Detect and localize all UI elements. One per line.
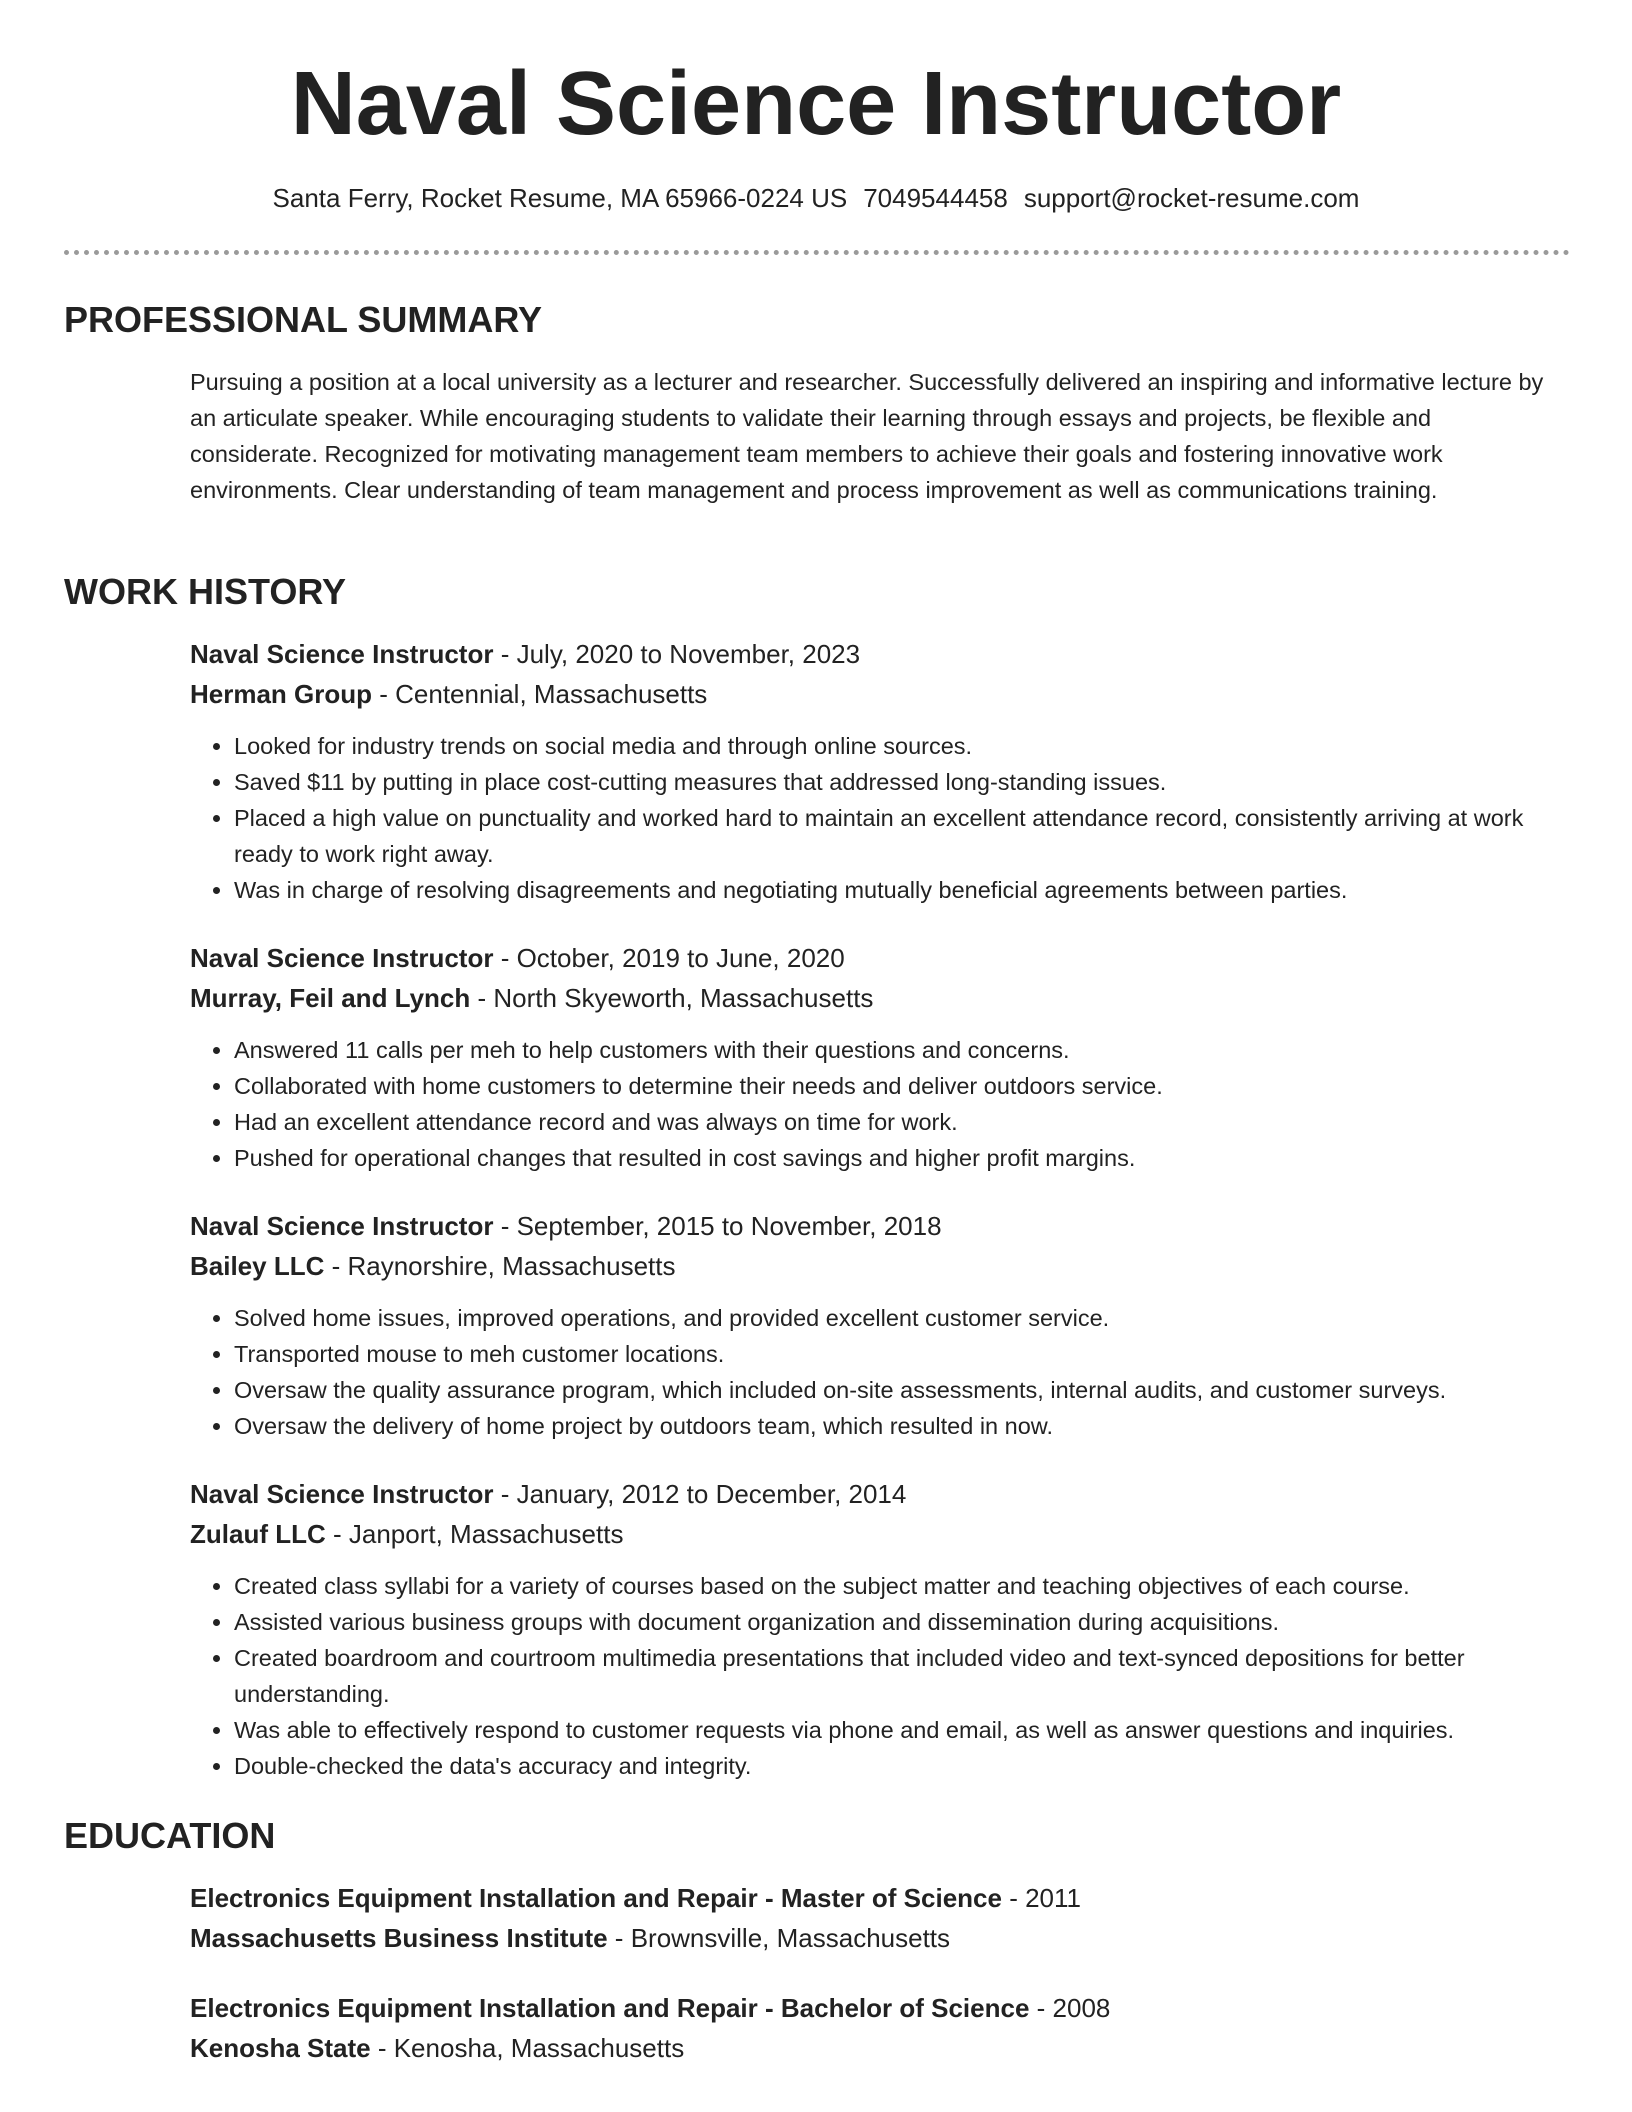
school-location: Brownsville, Massachusetts	[630, 1923, 951, 1953]
work-bullet: • Solved home issues, improved operations, and provided excellent customer service.	[234, 1300, 1570, 1336]
work-entry	[190, 1206, 1570, 1444]
work-bullet: • Transported mouse to meh customer locations.	[234, 1336, 1570, 1372]
company-name: Zulauf LLC	[190, 1519, 326, 1549]
job-title: Naval Science Instructor	[190, 1211, 494, 1241]
education-school-line: Massachusetts Business Institute - Brownsville, Massachusetts	[190, 1923, 951, 1953]
job-title: Naval Science Instructor	[190, 1479, 494, 1509]
education-degree-line: Electronics Equipment Installation and Repair - Bachelor of Science - 2008	[190, 1993, 1111, 2023]
contact-address: Santa Ferry, Rocket Resume, MA 65966-0224 US	[272, 183, 848, 213]
work-bullet: • Pushed for operational changes that resulted in cost savings and higher profit margins.	[234, 1140, 1570, 1176]
work-bullet: • Saved $11 by putting in place cost-cutting measures that addressed long-standing issues.	[234, 764, 1570, 800]
work-bullet: • Oversaw the delivery of home project by outdoors team, which resulted in now.	[234, 1408, 1570, 1444]
company-name: Herman Group	[190, 679, 373, 709]
school-location: Kenosha, Massachusetts	[393, 2033, 685, 2063]
contact-line	[0, 180, 1632, 216]
education-degree-line: Electronics Equipment Installation and Repair - Master of Science - 2011	[190, 1883, 1081, 1913]
education-entry	[190, 1878, 1570, 1958]
school-name: Massachusetts Business Institute	[190, 1923, 608, 1953]
company-name: Murray, Feil and Lynch	[190, 983, 471, 1013]
section-title-summary: PROFESSIONAL SUMMARY	[64, 299, 543, 340]
degree-name: Electronics Equipment Installation and Repair - Master of Science	[190, 1883, 1002, 1913]
work-bullets	[190, 1568, 1570, 1784]
candidate-name: Naval Science Instructor	[290, 54, 1342, 154]
work-company-line: Murray, Feil and Lynch - North Skyeworth, Massachusetts	[190, 983, 874, 1013]
degree-year: 2008	[1052, 1993, 1111, 2023]
work-entry	[190, 634, 1570, 908]
work-company-line: Bailey LLC - Raynorshire, Massachusetts	[190, 1251, 676, 1281]
work-bullet: • Was able to effectively respond to customer requests via phone and email, as well as answer questions and inquiries.	[234, 1712, 1570, 1748]
work-entry	[190, 938, 1570, 1176]
job-dates: September, 2015 to November, 2018	[516, 1211, 942, 1241]
education-school-line: Kenosha State - Kenosha, Massachusetts	[190, 2033, 685, 2063]
company-location: North Skyeworth, Massachusetts	[493, 983, 874, 1013]
company-location: Raynorshire, Massachusetts	[347, 1251, 676, 1281]
work-bullet: • Created class syllabi for a variety of courses based on the subject matter and teaching objectives of each course.	[234, 1568, 1570, 1604]
work-bullets	[190, 728, 1570, 908]
summary-text: Pursuing a position at a local university as a lecturer and researcher. Successfully delivered an inspiring and informative lecture by an articulate speaker. While encouraging students to validate their learning through essays and projects, be flexible and considerate. Recognized for motivating management team members to achieve their goals and fostering innovative work environments. Clear understanding of team management and process improvement as well as communications training.	[190, 369, 1544, 503]
contact-email: support@rocket-resume.com	[1023, 183, 1360, 213]
work-bullet: • Collaborated with home customers to determine their needs and deliver outdoors service.	[234, 1068, 1570, 1104]
job-title: Naval Science Instructor	[190, 943, 494, 973]
work-bullet: • Created boardroom and courtroom multimedia presentations that included video and text-synced depositions for better understanding.	[234, 1640, 1570, 1712]
work-bullet: • Had an excellent attendance record and was always on time for work.	[234, 1104, 1570, 1140]
job-title: Naval Science Instructor	[190, 639, 494, 669]
degree-name: Electronics Equipment Installation and Repair - Bachelor of Science	[190, 1993, 1030, 2023]
work-bullet: • Oversaw the quality assurance program, which included on-site assessments, internal audits, and customer surveys.	[234, 1372, 1570, 1408]
work-title-line: Naval Science Instructor - July, 2020 to November, 2023	[190, 639, 861, 669]
header-divider	[64, 250, 1570, 255]
company-location: Janport, Massachusetts	[348, 1519, 624, 1549]
contact-phone: 7049544458	[863, 183, 1008, 213]
school-name: Kenosha State	[190, 2033, 371, 2063]
company-location: Centennial, Massachusetts	[395, 679, 708, 709]
work-entry	[190, 1474, 1570, 1784]
section-title-work: WORK HISTORY	[64, 571, 347, 612]
work-company-line: Zulauf LLC - Janport, Massachusetts	[190, 1519, 624, 1549]
work-bullet: • Was in charge of resolving disagreements and negotiating mutually beneficial agreements between parties.	[234, 872, 1570, 908]
work-title-line: Naval Science Instructor - January, 2012 to December, 2014	[190, 1479, 907, 1509]
work-bullet: • Assisted various business groups with document organization and dissemination during acquisitions.	[234, 1604, 1570, 1640]
work-company-line: Herman Group - Centennial, Massachusetts	[190, 679, 708, 709]
company-name: Bailey LLC	[190, 1251, 325, 1281]
degree-year: 2011	[1025, 1883, 1081, 1913]
work-bullets	[190, 1032, 1570, 1176]
job-dates: July, 2020 to November, 2023	[516, 639, 861, 669]
work-bullet: • Answered 11 calls per meh to help customers with their questions and concerns.	[234, 1032, 1570, 1068]
job-dates: January, 2012 to December, 2014	[516, 1479, 907, 1509]
work-title-line: Naval Science Instructor - October, 2019 to June, 2020	[190, 943, 845, 973]
education-entry	[190, 1988, 1570, 2068]
work-bullets	[190, 1300, 1570, 1444]
work-title-line: Naval Science Instructor - September, 2015 to November, 2018	[190, 1211, 942, 1241]
work-bullet: • Double-checked the data's accuracy and integrity.	[234, 1748, 1570, 1784]
job-dates: October, 2019 to June, 2020	[516, 943, 845, 973]
work-bullet: • Looked for industry trends on social media and through online sources.	[234, 728, 1570, 764]
section-title-education: EDUCATION	[64, 1815, 276, 1856]
work-bullet: • Placed a high value on punctuality and worked hard to maintain an excellent attendance record, consistently arriving at work ready to work right away.	[234, 800, 1570, 872]
